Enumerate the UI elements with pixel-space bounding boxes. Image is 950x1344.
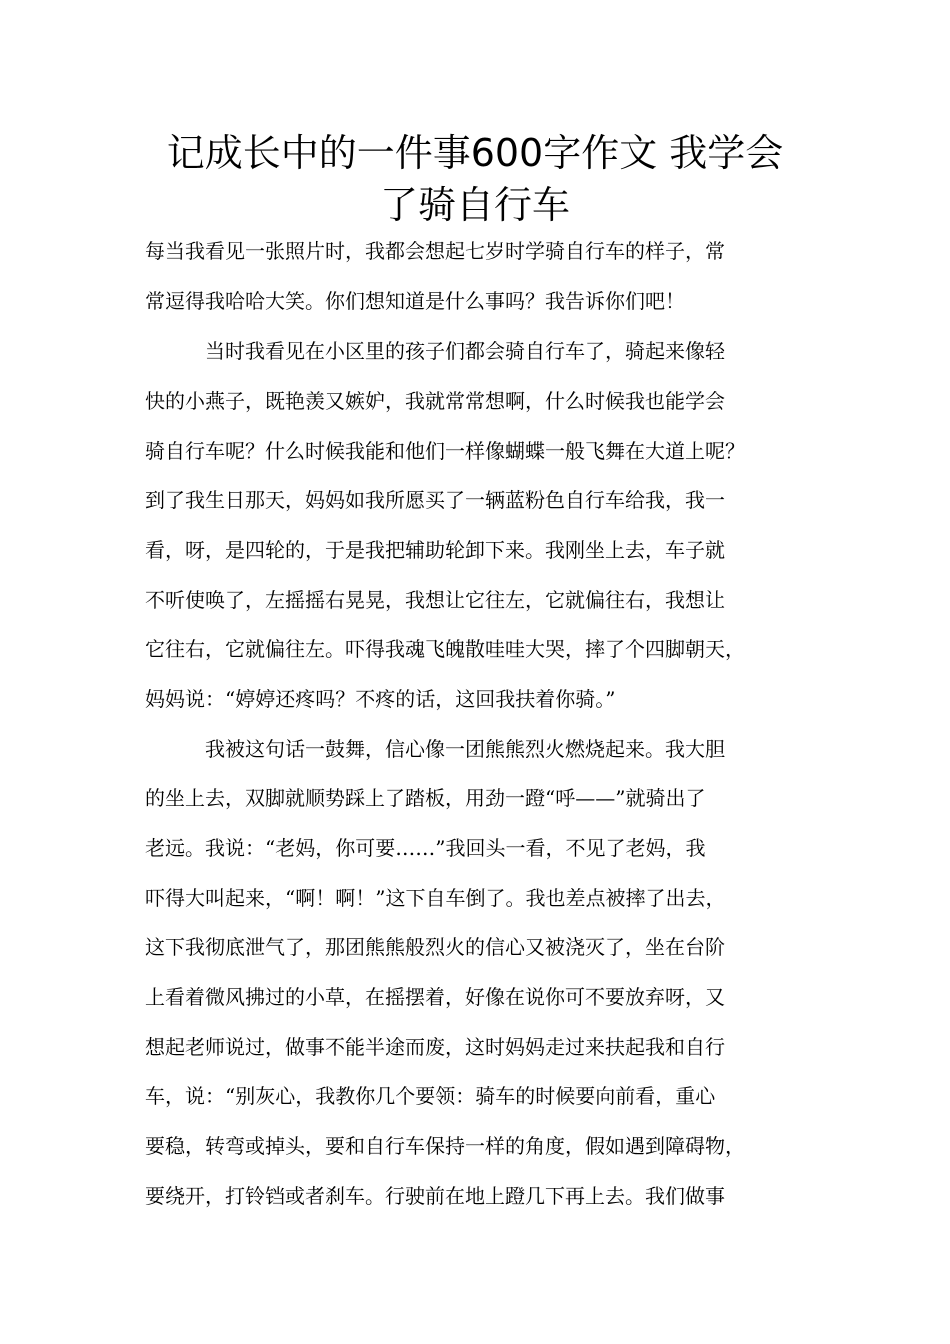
body-line: 老远。我说：“老妈，你可要……”我回头一看，不见了老妈，我 — [145, 836, 706, 860]
body-line: 骑自行车呢？什么时候我能和他们一样像蝴蝶一般飞舞在大道上呢？ — [145, 439, 745, 463]
body-line: 它往右，它就偏往左。吓得我魂飞魄散哇哇大哭，摔了个四脚朝天， — [145, 637, 745, 661]
body-line: 妈妈说：“婷婷还疼吗？不疼的话，这回我扶着你骑。” — [145, 687, 616, 711]
body-line: 这下我彻底泄气了，那团熊熊般烈火的信心又被浇灭了，坐在台阶 — [145, 935, 725, 959]
body-line: 要绕开，打铃铛或者刹车。行驶前在地上蹬几下再上去。我们做事 — [145, 1184, 725, 1208]
body-line: 要稳，转弯或掉头，要和自行车保持一样的角度，假如遇到障碍物， — [145, 1134, 745, 1158]
page-title-line-2: 了骑自行车 — [379, 183, 570, 227]
body-line: 吓得大叫起来，“啊！啊！”这下自车倒了。我也差点被摔了出去， — [145, 886, 726, 910]
body-line: 看，呀，是四轮的，于是我把辅助轮卸下来。我刚坐上去，车子就 — [145, 538, 725, 562]
body-line: 车，说：“别灰心，我教你几个要领：骑车的时候要向前看，重心 — [145, 1084, 716, 1108]
body-line: 上看着微风拂过的小草，在摇摆着，好像在说你可不要放弃呀，又 — [145, 985, 725, 1009]
body-line: 常逗得我哈哈大笑。你们想知道是什么事吗？我告诉你们吧！ — [145, 289, 685, 313]
body-line: 当时我看见在小区里的孩子们都会骑自行车了，骑起来像轻 — [145, 339, 725, 363]
body-line: 快的小燕子，既艳羡又嫉妒，我就常常想啊，什么时候我也能学会 — [145, 389, 725, 413]
body-line: 我被这句话一鼓舞，信心像一团熊熊烈火燃烧起来。我大胆 — [145, 737, 725, 761]
body-line: 的坐上去，双脚就顺势踩上了踏板，用劲一蹬“呼——”就骑出了 — [145, 786, 706, 810]
body-line: 不听使唤了，左摇摇右晃晃，我想让它往左，它就偏往右，我想让 — [145, 588, 725, 612]
body-line: 到了我生日那天，妈妈如我所愿买了一辆蓝粉色自行车给我，我一 — [145, 488, 725, 512]
body-line: 每当我看见一张照片时，我都会想起七岁时学骑自行车的样子，常 — [145, 239, 725, 263]
body-line: 想起老师说过，做事不能半途而废，这时妈妈走过来扶起我和自行 — [145, 1035, 725, 1059]
page-title-line-1: 记成长中的一件事600字作文 我学会 — [166, 131, 784, 175]
